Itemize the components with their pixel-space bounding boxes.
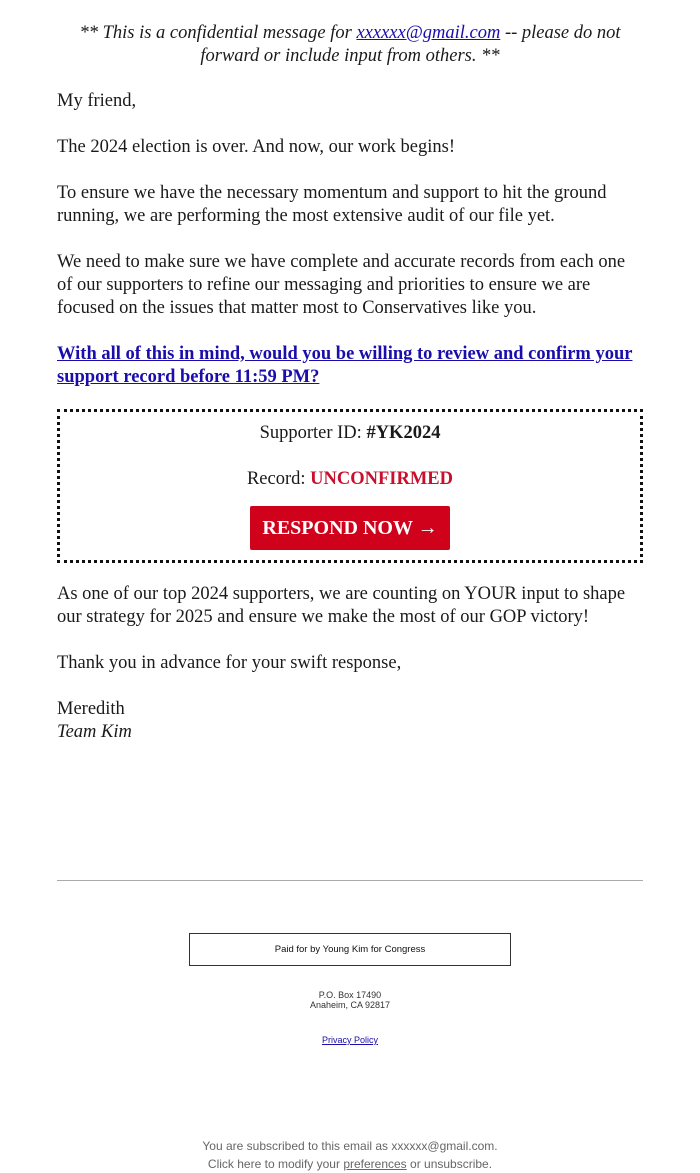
- po-box: P.O. Box 17490: [318, 990, 382, 1000]
- record-label: Record:: [246, 469, 311, 489]
- respond-now-button[interactable]: RESPOND NOW →: [250, 506, 449, 550]
- supporter-id-line: [60, 422, 640, 445]
- footer-divider: [57, 880, 643, 881]
- modify-suffix: or unsubscribe.: [406, 1157, 493, 1171]
- paid-for-disclaimer: Paid for by Young Kim for Congress: [189, 933, 511, 966]
- confidential-prefix: ** This is a confidential message for: [79, 23, 357, 43]
- signature-team: Team Kim: [57, 722, 132, 742]
- supporter-record-box: [57, 409, 643, 563]
- paragraph-1: The 2024 election is over. And now, our work begins!: [57, 137, 456, 157]
- mailing-address: [0, 990, 700, 1010]
- privacy-section: [0, 1035, 700, 1045]
- preferences-link[interactable]: preferences: [343, 1157, 407, 1171]
- thanks-line: Thank you in advance for your swift response,: [57, 653, 402, 673]
- paragraph-3: We need to make sure we have complete and accurate records from each one of our supporters to refine our messaging and priorities to ensure we are focused on the issues that matter most to Conservatives like you.: [57, 252, 626, 318]
- confidential-suffix: -- please do not forward or include input from others. **: [200, 23, 621, 66]
- paragraph-2: To ensure we have the necessary momentum and support to hit the ground running, we are performing the most extensive audit of our file yet.: [57, 183, 607, 226]
- record-status-value: UNCONFIRMED: [310, 469, 454, 489]
- subscription-footer: [0, 1137, 700, 1173]
- privacy-policy-link[interactable]: Privacy Policy: [321, 1035, 378, 1045]
- record-status-line: [60, 468, 640, 491]
- supporter-id-label: Supporter ID:: [259, 423, 367, 443]
- city-state-zip: Anaheim, CA 92817: [309, 1000, 391, 1010]
- modify-line: [0, 1155, 700, 1173]
- recipient-email-link[interactable]: xxxxxx@gmail.com: [356, 23, 501, 43]
- supporter-id-value: #YK2024: [366, 423, 441, 443]
- subscribed-notice: You are subscribed to this email as xxxxxx@gmail.com.: [202, 1139, 498, 1153]
- paragraph-4: As one of our top 2024 supporters, we are counting on YOUR input to shape our strategy for 2025 and ensure we make the most of our GOP victory!: [57, 584, 626, 627]
- confidential-notice: [57, 22, 643, 68]
- modify-prefix: Click here to modify your: [207, 1157, 344, 1171]
- signature-name: Meredith: [57, 699, 125, 719]
- confirm-record-link[interactable]: With all of this in mind, would you be willing to review and confirm your support record before 11:59 PM?: [57, 344, 633, 387]
- email-body: [57, 22, 643, 744]
- greeting: My friend,: [57, 91, 137, 111]
